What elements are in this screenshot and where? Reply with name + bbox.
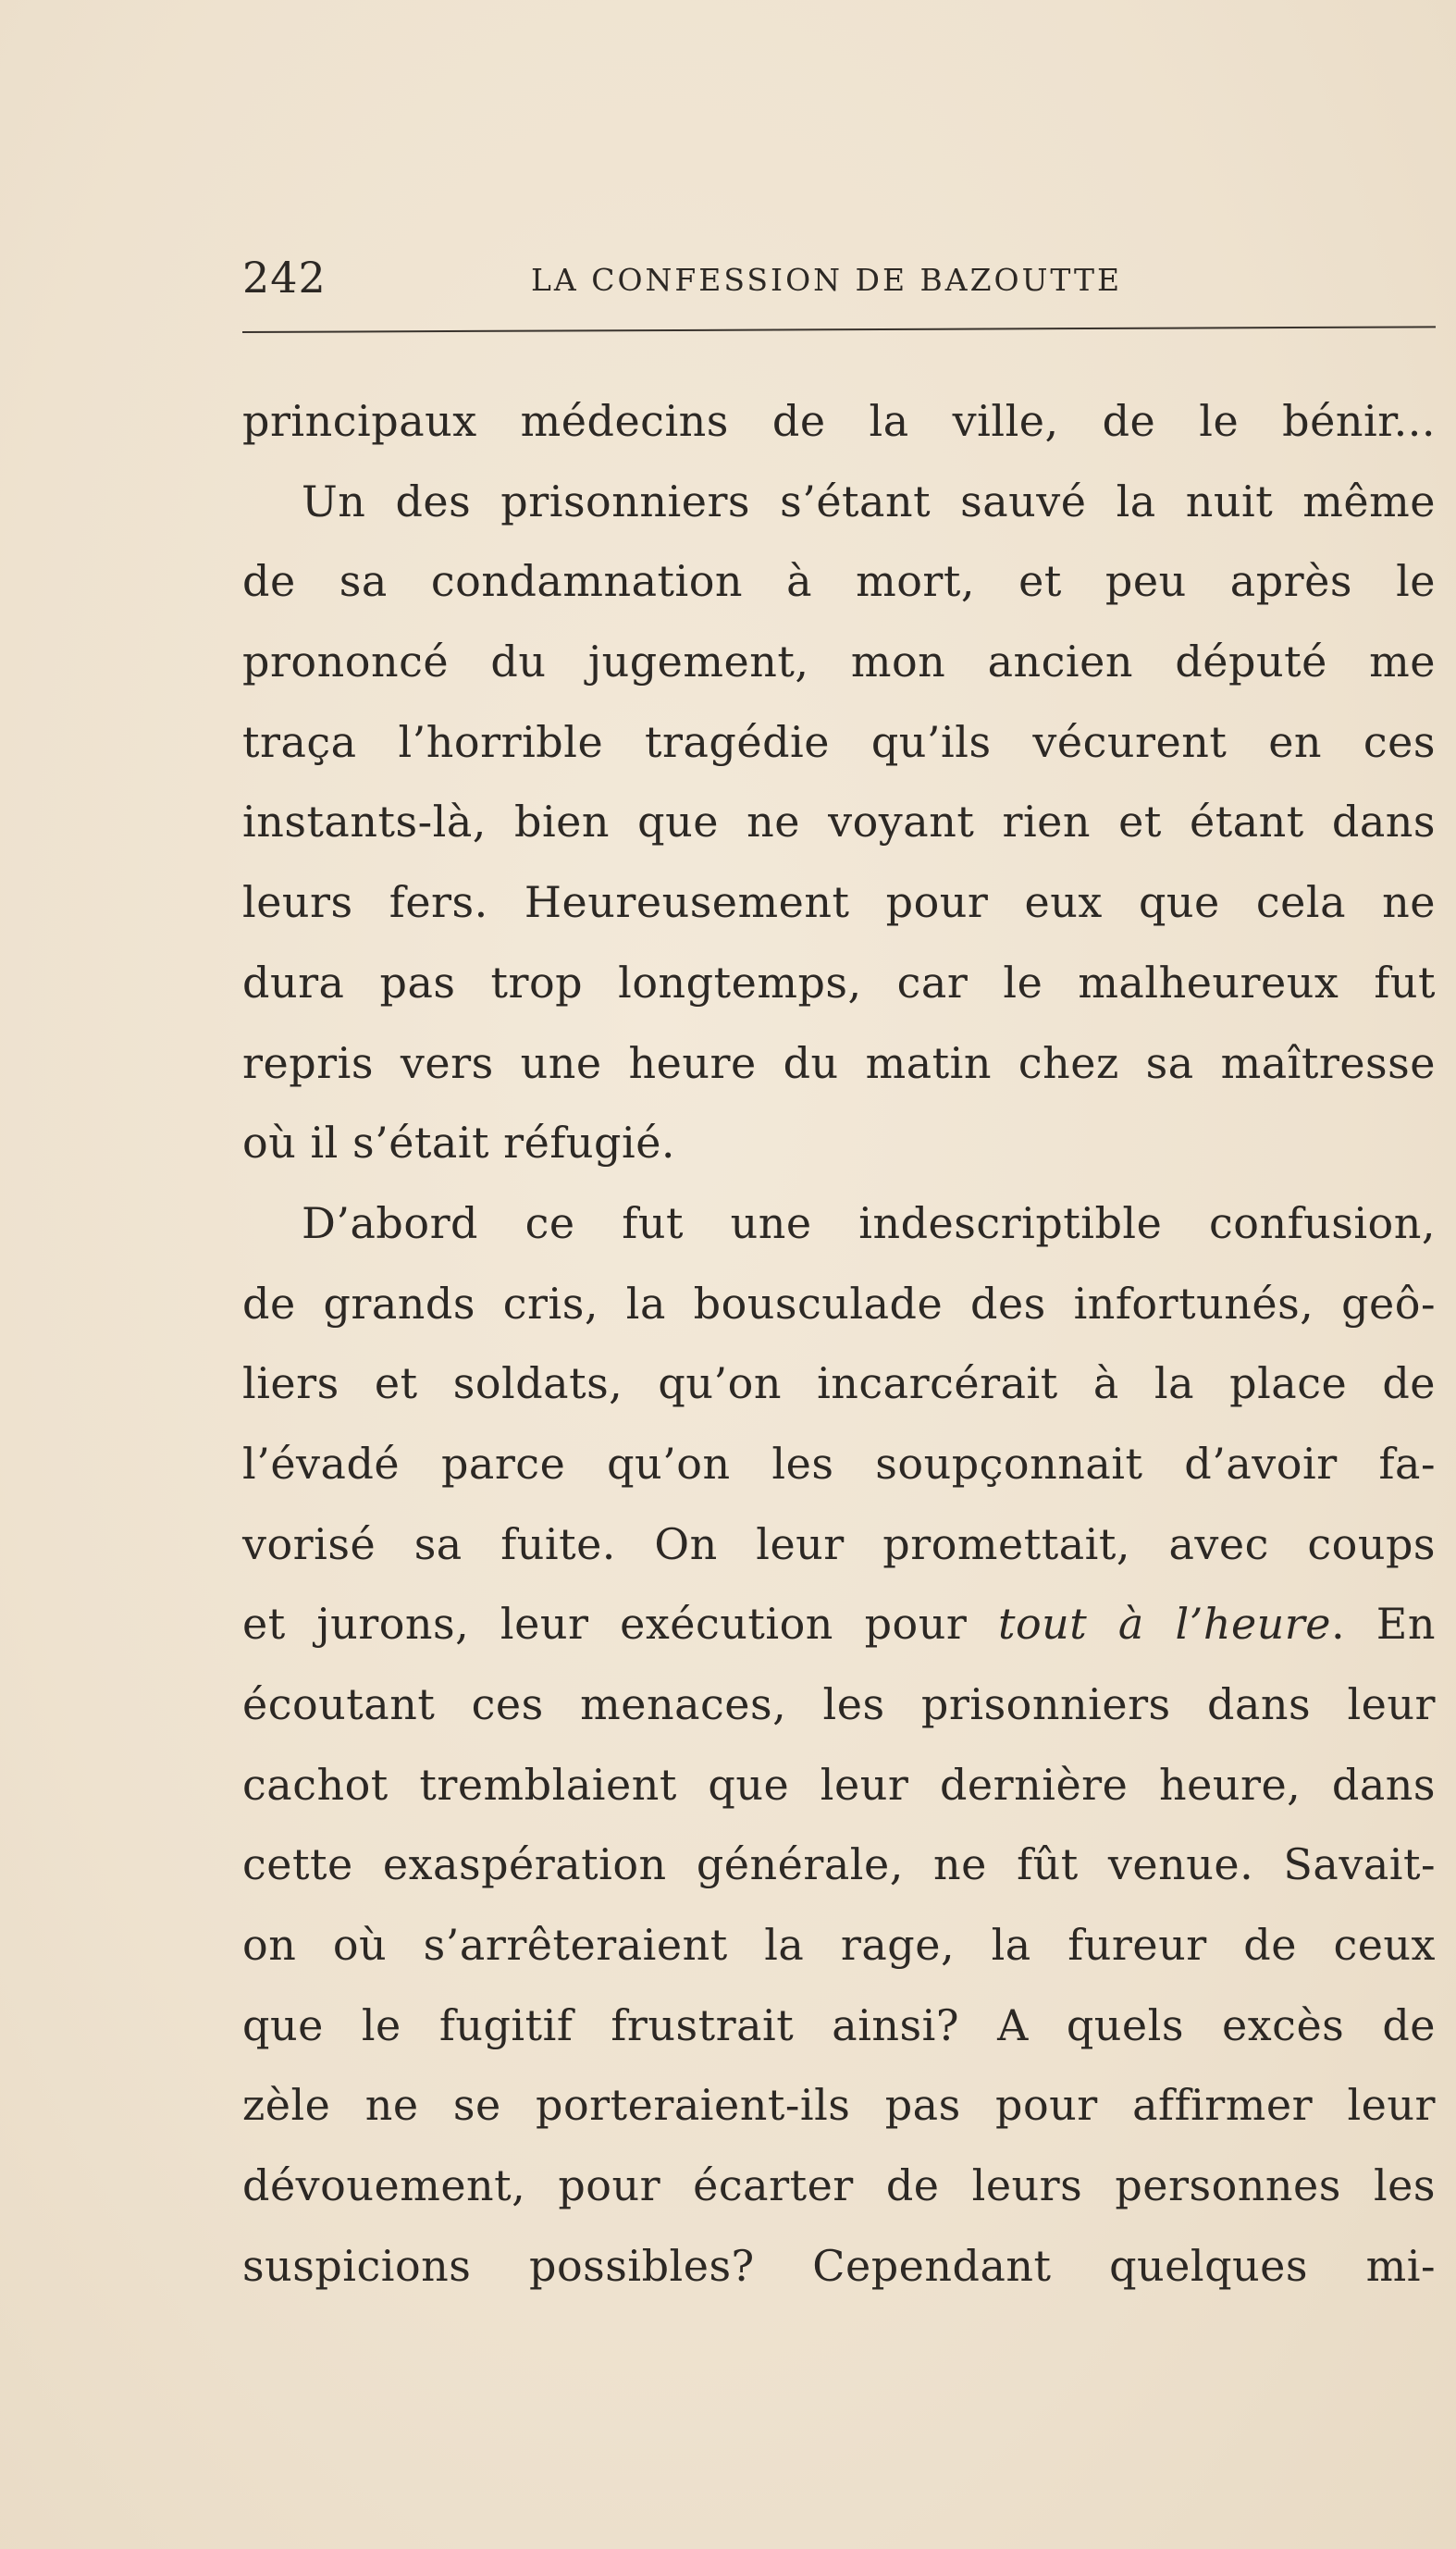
text-line: prononcé du jugement, mon ancien député me bbox=[242, 637, 1436, 687]
text-line: instants-là, bien que ne voyant rien et étant dans bbox=[242, 797, 1436, 848]
text-segment: et jurons, leur exécution pour bbox=[242, 1599, 998, 1650]
text-line: zèle ne se porteraient-ils pas pour affirmer leur bbox=[242, 2080, 1436, 2131]
page-header bbox=[242, 250, 1436, 305]
text-line: cachot tremblaient que leur dernière heure, dans bbox=[242, 1759, 1436, 1810]
text-line: on où s’arrêteraient la rage, la fureur de ceux bbox=[242, 1920, 1436, 1971]
text-line: repris vers une heure du matin chez sa maîtresse bbox=[242, 1037, 1436, 1088]
text-segment: . En bbox=[1331, 1599, 1436, 1650]
header-rule bbox=[242, 326, 1436, 333]
text-line: traça l’horrible tragédie qu’ils vécurent en ces bbox=[242, 716, 1436, 767]
text-line: leurs fers. Heureusement pour eux que cela ne bbox=[242, 877, 1436, 928]
text-line: l’évadé parce qu’on les soupçonnait d’avoir fa- bbox=[242, 1438, 1436, 1489]
text-line: vorisé sa fuite. On leur promettait, avec coups bbox=[242, 1518, 1436, 1569]
text-line: de sa condamnation à mort, et peu après le bbox=[242, 556, 1436, 607]
text-line: dura pas trop longtemps, car le malheureux fut bbox=[242, 957, 1436, 1008]
text-line: que le fugitif frustrait ainsi? A quels excès de bbox=[242, 1999, 1436, 2050]
text-line-italic-phrase bbox=[242, 1584, 1436, 1664]
text-line: suspicions possibles? Cependant quelques mi- bbox=[242, 2240, 1436, 2291]
text-line: principaux médecins de la ville, de le bénir... bbox=[242, 396, 1436, 446]
page-number: 242 bbox=[242, 253, 327, 303]
text-line: où il s’était réfugié. bbox=[242, 1118, 676, 1169]
italic-phrase: tout à l’heure bbox=[997, 1599, 1332, 1650]
text-line: de grands cris, la bousculade des infortunés, geô- bbox=[242, 1278, 1436, 1329]
running-title: LA CONFESSION DE BAZOUTTE bbox=[531, 262, 1123, 298]
text-line: écoutant ces menaces, les prisonniers dans leur bbox=[242, 1679, 1436, 1729]
text-line: dévouement, pour écarter de leurs personnes les bbox=[242, 2160, 1436, 2211]
text-line: Un des prisonniers s’étant sauvé la nuit même bbox=[302, 476, 1436, 526]
body-text bbox=[242, 381, 1436, 2307]
text-line: cette exaspération générale, ne fût venue. Savait- bbox=[242, 1839, 1436, 1890]
text-line: D’abord ce fut une indescriptible confusion, bbox=[302, 1197, 1436, 1248]
text-line: liers et soldats, qu’on incarcérait à la place de bbox=[242, 1358, 1436, 1409]
